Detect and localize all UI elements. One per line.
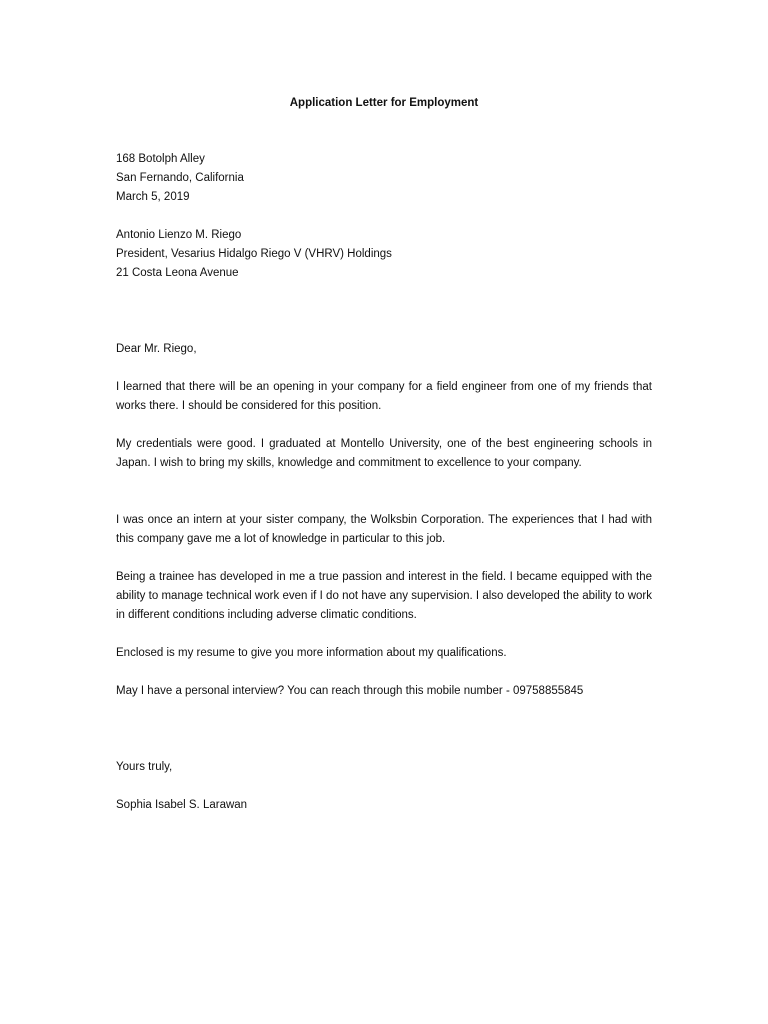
paragraph-enclosure: Enclosed is my resume to give you more information about my qualifications. xyxy=(116,647,507,659)
sender-address-block xyxy=(116,150,652,207)
paragraph-trainee: Being a trainee has developed in me a true passion and interest in the field. I became equipped with the ability to manage technical work even if I do not have any supervision. I also developed the ability to work in different conditions including adverse climatic conditions. xyxy=(116,571,652,621)
recipient-address-block xyxy=(116,226,652,283)
letter-date: March 5, 2019 xyxy=(116,191,190,203)
paragraph-opening: I learned that there will be an opening in your company for a field engineer from one of my friends that works there. I should be considered for this position. xyxy=(116,381,652,412)
letter-title: Application Letter for Employment xyxy=(289,97,479,109)
recipient-address: 21 Costa Leona Avenue xyxy=(116,267,239,279)
paragraph-internship: I was once an intern at your sister company, the Wolksbin Corporation. The experiences that I had with this company gave me a lot of knowledge in particular to this job. xyxy=(116,514,652,545)
sender-street: 168 Botolph Alley xyxy=(116,153,205,165)
paragraph-credentials: My credentials were good. I graduated at Montello University, one of the best engineering schools in Japan. I wish to bring my skills, knowledge and commitment to excellence to your company. xyxy=(116,438,652,469)
paragraph-interview: May I have a personal interview? You can reach through this mobile number - 09758855845 xyxy=(116,685,584,697)
recipient-name: Antonio Lienzo M. Riego xyxy=(116,229,242,241)
signature-name: Sophia Isabel S. Larawan xyxy=(116,799,248,811)
salutation: Dear Mr. Riego, xyxy=(116,343,197,355)
sender-city: San Fernando, California xyxy=(116,172,244,184)
recipient-position: President, Vesarius Hidalgo Riego V (VHRV) Holdings xyxy=(116,248,392,260)
closing: Yours truly, xyxy=(116,761,173,773)
